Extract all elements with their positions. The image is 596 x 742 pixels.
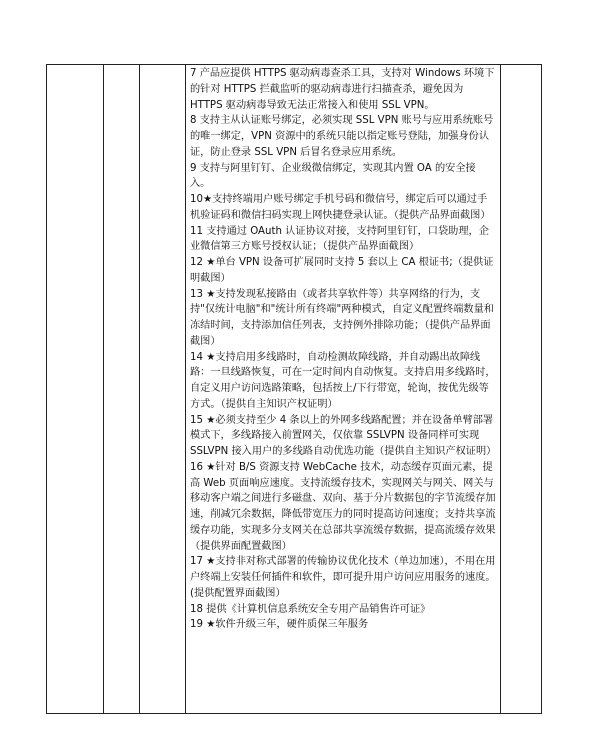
- requirement-item-14: 14 ★支持启用多线路时，自动检测故障线路，并自动踢出故障线路：一旦线路恢复，可在一定时间内自动恢复。支持启用多线路时，自定义用户访问选路策略，包括按上/下行带宽，轮询，按优先级等方式。（提供自主知识产权证明）: [190, 351, 496, 410]
- requirement-item-10: 10★支持终端用户账号绑定手机号码和微信号，绑定后可以通过手机验证码和微信扫码实现上网快捷登录认证。（提供产品界面截图）: [190, 194, 491, 221]
- requirement-item-12: 12 ★单台 VPN 设备可扩展同时支持 5 套以上 CA 根证书;（提供证明截图）: [190, 257, 494, 284]
- table-border-right: [541, 64, 542, 714]
- requirement-item-17: 17 ★支持非对称式部署的传输协议优化技术（单边加速），不用在用户终端上安装任何插件和软件，即可提升用户访问应用服务的速度。(提供配置界面截图）: [190, 556, 496, 599]
- requirement-item-13: 13 ★支持发现私接路由（或者共享软件等）共享网络的行为，支持"仅统计电脑"和"统计所有终端"两种模式，自定义配置终端数量和冻结时间，支持添加信任列表，支持例外排除功能；（提供产品界面截图）: [190, 288, 494, 347]
- table-border-bottom: [46, 713, 542, 714]
- requirement-item-9: 9 支持与阿里钉钉、企业级微信绑定，实现其内置 OA 的安全接入。: [190, 162, 476, 190]
- column-divider-3: [185, 64, 186, 714]
- requirement-item-19: 19 ★软件升级三年，硬件质保三年服务: [190, 619, 369, 631]
- requirement-item-16: 16 ★针对 B/S 资源支持 WebCache 技术，动态缓存页面元素，提高 Web 页面响应速度。支持流缓存技术，实现网关与网关、网关与移动客户端之间进行多磁盘、双向、基于分片数据包的字节流缓存加速，削减冗余数据，降低带宽压力的同时提高访问速度；支持共享流缓存功能，实现多分支网关在总部共享流缓存数据，提高流缓存效果（提供界面配置截图）: [190, 461, 496, 552]
- column-divider-2: [139, 64, 140, 714]
- requirement-item-11: 11 支持通过 OAuth 认证协议对接，支持阿里钉钉，口袋助理，企业微信第三方账号授权认证；（提供产品界面截图）: [190, 225, 489, 253]
- requirement-item-15: 15 ★必须支持至少 4 条以上的外网多线路配置；并在设备单臂部署模式下，多线路接入前置网关，仅依靠 SSLVPN 设备同样可实现 SSLVPN 接入用户的多线路自动优选功能（提供自主知识产权证明）: [190, 414, 497, 457]
- requirements-cell: [190, 66, 496, 633]
- requirement-item-18: 18 提供《计算机信息系统安全专用产品销售许可证》: [190, 603, 431, 615]
- requirement-item-7: 7 产品应提供 HTTPS 驱动病毒查杀工具，支持对 Windows 环境下的针对 HTTPS 拦截监听的驱动病毒进行扫描查杀，避免因为 HTTPS 驱动病毒导致无法正常接入和使用 SSL VPN。: [190, 68, 495, 111]
- column-divider-4: [500, 64, 501, 714]
- column-divider-1: [103, 64, 104, 714]
- requirement-item-8: 8 支持主从认证账号绑定，必须实现 SSL VPN 账号与应用系统账号的唯一绑定，VPN 资源中的系统只能以指定账号登陆，加强身份认证，防止登录 SSL VPN 后冒名登录应用系统。: [190, 115, 494, 158]
- table-border-left: [46, 64, 47, 714]
- table-border-top: [46, 64, 542, 65]
